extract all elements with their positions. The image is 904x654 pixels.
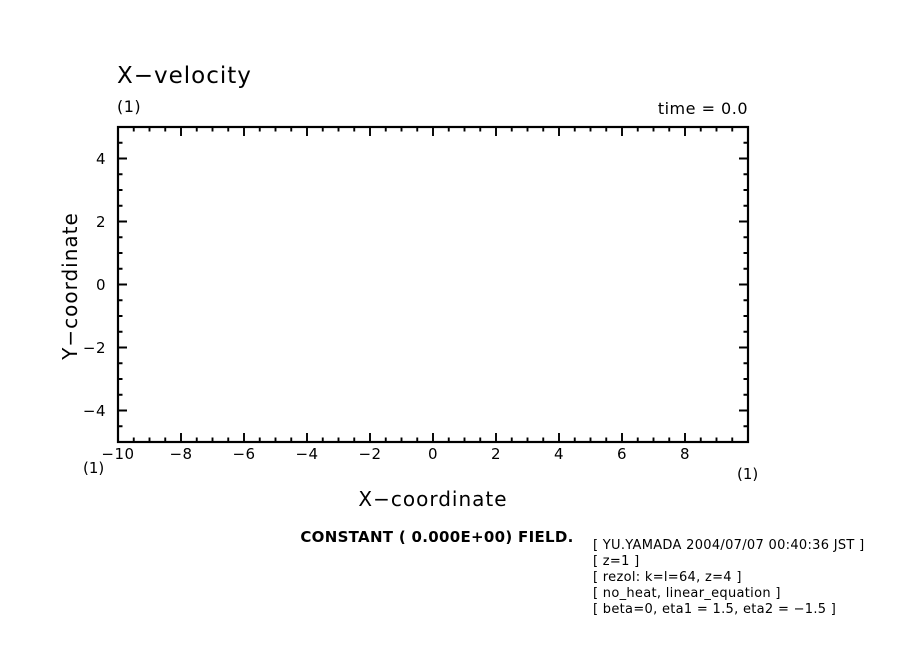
metadata-block: [593, 538, 864, 618]
x-tick-label: 4: [553, 445, 565, 463]
time-annotation: time = 0.0: [657, 99, 748, 118]
y-tick-label: 4: [95, 149, 106, 168]
metadata-line: [ YU.YAMADA 2004/07/07 00:40:36 JST ]: [593, 538, 865, 553]
x-tick-label: 6: [616, 445, 628, 463]
y-tick-label: 0: [95, 275, 106, 294]
x-tick-label: 0: [427, 445, 439, 463]
x-axis-label: X−coordinate: [358, 487, 508, 511]
y-axis-label: Y−coordinate: [58, 212, 82, 360]
plot-title: X−velocity: [117, 63, 252, 89]
x-axis-unit-label: (1): [737, 465, 759, 483]
metadata-line: [ z=1 ]: [593, 554, 640, 569]
y-axis-unit-label: (1): [83, 459, 105, 477]
y-tick-label: −4: [82, 401, 106, 420]
x-tick-label: −6: [232, 445, 256, 463]
x-tick-label: 8: [679, 445, 691, 463]
metadata-line: [ rezol: k=l=64, z=4 ]: [593, 570, 742, 585]
plot-title-unit: (1): [117, 97, 142, 116]
x-tick-label: −10: [101, 445, 135, 463]
y-tick-label: −2: [82, 338, 106, 357]
x-tick-label: −4: [295, 445, 319, 463]
constant-field-note: CONSTANT ( 0.000E+00) FIELD.: [300, 528, 574, 546]
x-tick-label: −8: [169, 445, 193, 463]
x-tick-label: −2: [358, 445, 382, 463]
y-tick-label: 2: [95, 212, 106, 231]
metadata-line: [ beta=0, eta1 = 1.5, eta2 = −1.5 ]: [593, 602, 837, 617]
x-tick-label: 2: [490, 445, 502, 463]
metadata-line: [ no_heat, linear_equation ]: [593, 586, 781, 601]
